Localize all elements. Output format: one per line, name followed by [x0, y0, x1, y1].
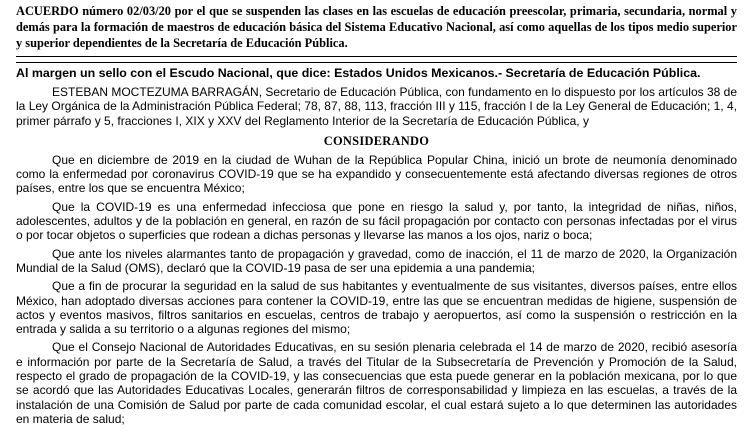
seal-note: Al margen un sello con el Escudo Nacional, que dice: Estados Unidos Mexicanos.- Secretaría de Educación Pública.: [16, 66, 701, 80]
agreement-title: ACUERDO número 02/03/20 por el que se suspenden las clases en las escuelas de educación preescolar, primaria, secundaria, normal y demás para la formación de maestros de educación básica del Sistema Educativo Nacional, así como aquellas de los tipos medio superior y superior dependientes de la Secretaría de Educación Pública.: [16, 4, 737, 50]
considerando-paragraph-3: Que ante los niveles alarmantes tanto de propagación y gravedad, como de inacción, el 11 de marzo de 2020, la Organización Mundial de la Salud (OMS), declaró que la COVID-19 pasa de ser una epidemia a una pandemia;: [16, 246, 737, 275]
title-divider-bottom: [16, 62, 737, 63]
title-divider-top: [16, 56, 737, 57]
considerando-paragraph-1: Que en diciembre de 2019 en la ciudad de Wuhan de la República Popular China, inició un brote de neumonía denominado como la enfermedad por coronavirus COVID-19 que se ha expandido y consecuentemente está afectando diversas regiones de otros países, entre los que se encuentra México;: [16, 152, 737, 196]
preamble-paragraph: ESTEBAN MOCTEZUMA BARRAGÁN, Secretario de Educación Pública, con fundamento en lo dispuesto por los artículos 38 de la Ley Orgánica de la Administración Pública Federal; 78, 87, 88, 113, fracción III y 115, fracción I de la Ley General de Educación; 1, 4, primer párrafo y 5, fracciones I, XIX y XXV del Reglamento Interior de la Secretaría de Educación Pública, y: [16, 85, 737, 128]
considerando-paragraph-5: Que el Consejo Nacional de Autoridades Educativas, en su sesión plenaria celebrada el 14 de marzo de 2020, recibió asesoría e información por parte de la Secretaría de Salud, a través del Titular de la Subsecretaría de Prevención y Promoción de la Salud, respecto el grado de propagación de la COVID-19, y las consecuencias que esta puede generar en la población mexicana, por lo que se acordó que las Autoridades Educativas Locales, generarán filtros de corresponsabilidad y limpieza en las escuelas, a través de la instalación de una Comisión de Salud por parte de cada comunidad escolar, el cual estará sujeto a lo que determinen las autoridades en materia de salud;: [16, 340, 737, 426]
considerando-paragraph-4: Que a fin de procurar la seguridad en la salud de sus habitantes y eventualmente de sus visitantes, diversos países, entre ellos México, han adoptado diversas acciones para contener la COVID-19, entre las que se encuentran medidas de higiene, suspensión de actos y eventos masivos, filtros sanitarios en escuelas, centros de trabajo y aeropuertos, así como la suspensión o restricción en la entrada y salida a su territorio o a algunas regiones del mismo;: [16, 279, 737, 337]
considerando-heading: CONSIDERANDO: [323, 133, 430, 148]
document-page: [0, 3, 745, 446]
considerando-paragraph-2: Que la COVID-19 es una enfermedad infecciosa que pone en riesgo la salud y, por tanto, la integridad de niñas, niños, adolescentes, adultos y de la población en general, en razón de su fácil propagación por contacto con personas infectadas por el virus o por tocar objetos o superficies que rodean a dichas personas y llevarse las manos a los ojos, nariz o boca;: [16, 199, 737, 243]
